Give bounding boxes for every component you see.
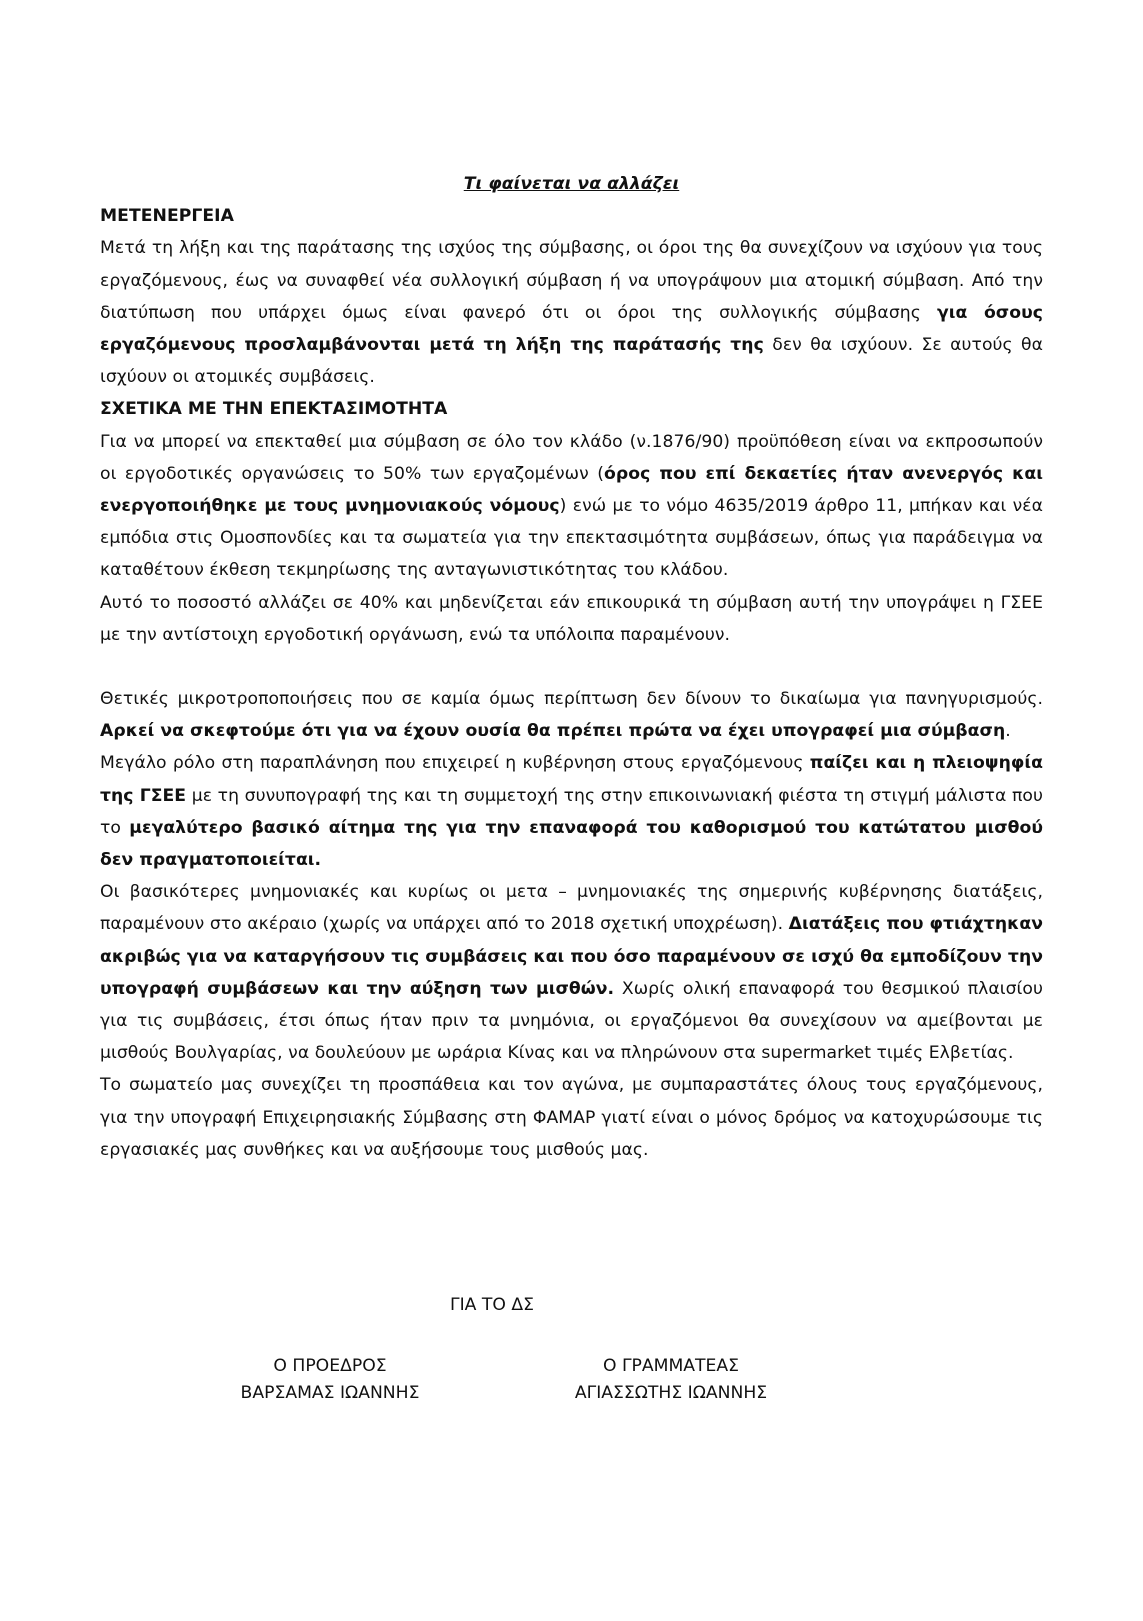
paragraph-gap	[100, 651, 1043, 683]
bold-text-run: για όσους εργαζόμενους προσλαμβάνονται μετά τη λήξη της παράτασής της	[100, 302, 1043, 356]
text-run: Μεγάλο ρόλο στη παραπλάνηση που επιχειρεί η κυβέρνηση στους εργαζόμενους	[100, 753, 810, 774]
signature-president	[230, 1353, 430, 1407]
bold-text-run: παίζει και η πλειοψηφία της ΓΣΕΕ	[100, 753, 1043, 806]
text-run: με τη συνυπογραφή της και τη συμμετοχή της στην επικοινωνιακή φιέστα τη στιγμή μάλιστα που το	[100, 785, 1043, 838]
for-board-label: ΓΙΑ ΤΟ ΔΣ	[450, 1295, 534, 1315]
president-role: Ο ΠΡΟΕΔΡΟΣ	[273, 1356, 387, 1376]
text-run: ) ενώ με το νόμο 4635/2019 άρθρο 11, μπήκαν και νέα εμπόδια στις Ομοσπονδίες και τα σωματεία για την επεκτασιμότητα συμβάσεων, όπως για παράδειγμα να καταθέτουν έκθεση τεκμηρίωσης της ανταγωνιστικότητας του κλάδου.	[100, 496, 1043, 581]
signature-secretary	[566, 1353, 776, 1407]
secretary-role: Ο ΓΡΑΜΜΑΤΕΑΣ	[602, 1356, 740, 1376]
text-run: Μετά τη λήξη και της παράτασης της ισχύος της σύμβασης, οι όροι της θα συνεχίζουν να ισχύουν για τους εργαζόμενους, έως να συναφθεί νέα συλλογική σύμβαση ή να υπογράψουν μια ατομική σύμβαση. Από την διατύπωση που υπάρχει όμως είναι φανερό ότι οι όροι της συλλογικής σύμβασης	[100, 238, 1043, 323]
text-run: δεν θα ισχύουν. Σε αυτούς θα ισχύουν οι ατομικές συμβάσεις.	[100, 335, 1043, 388]
text-run: Για να μπορεί να επεκταθεί μια σύμβαση σε όλο τον κλάδο (ν.1876/90) προϋπόθεση είναι να εκπροσωπούν οι εργοδοτικές οργανώσεις το 50% των εργαζομένων (	[100, 431, 1043, 484]
bold-text-run: Αρκεί να σκεφτούμε ότι για να έχουν ουσία θα πρέπει πρώτα να έχει υπογραφεί μια σύμβαση	[100, 721, 1006, 742]
section-heading-metenergeia: ΜΕΤΕΝΕΡΓΕΙΑ	[100, 206, 234, 227]
paragraph-gsee-role	[100, 747, 1043, 876]
section-heading-epektasimotita: ΣΧΕΤΙΚΑ ΜΕ ΤΗΝ ΕΠΕΚΤΑΣΙΜΟΤΗΤΑ	[100, 399, 448, 420]
document-body	[100, 168, 1043, 1166]
bold-text-run: Διατάξεις που φτιάχτηκαν ακριβώς για να καταργήσουν τις συμβάσεις και που όσο παραμένουν σε ισχύ θα εμποδίζουν την υπογραφή συμβάσεων και την αύξηση των μισθών.	[100, 914, 1043, 999]
text-run: .	[1005, 721, 1011, 742]
paragraph-positive-changes	[100, 683, 1043, 747]
secretary-name: ΑΓΙΑΣΣΩΤΗΣ ΙΩΑΝΝΗΣ	[574, 1383, 768, 1403]
paragraph-percentage: Αυτό το ποσοστό αλλάζει σε 40% και μηδενίζεται εάν επικουρικά τη σύμβαση αυτή την υπογράψει η ΓΣΕΕ με την αντίστοιχη εργοδοτική οργάνωση, ενώ τα υπόλοιπα παραμένουν.	[100, 592, 1043, 645]
bold-text-run: όρος που επί δεκαετίες ήταν ανενεργός και ενεργοποιήθηκε με τους μνημονιακούς νόμους	[100, 463, 1043, 517]
text-run: Οι βασικότερες μνημονιακές και κυρίως οι μετα – μνημονιακές της σημερινής κυβέρνησης διατάξεις, παραμένουν στο ακέραιο (χωρίς να υπάρχει από το 2018 σχετική υποχρέωση).	[100, 882, 1043, 935]
document-title: Τι φαίνεται να αλλάζει	[463, 174, 680, 194]
paragraph-union-struggle: Το σωματείο μας συνεχίζει τη προσπάθεια και τον αγώνα, με συμπαραστάτες όλους τους εργαζόμενους, για την υπογραφή Επιχειρησιακής Σύμβασης στη ΦΑΜΑΡ γιατί είναι ο μόνος δρόμος να κατοχυρώσουμε τις εργασιακές μας συνθήκες και να αυξήσουμε τους μισθούς μας.	[100, 1075, 1043, 1160]
text-run: Θετικές μικροτροποποιήσεις που σε καμία όμως περίπτωση δεν δίνουν το δικαίωμα για πανηγυρισμούς.	[100, 689, 1043, 710]
bold-text-run: μεγαλύτερο βασικό αίτημα της για την επαναφορά του καθορισμού του κατώτατου μισθού δεν πραγματοποιείται.	[100, 817, 1044, 871]
president-name: ΒΑΡΣΑΜΑΣ ΙΩΑΝΝΗΣ	[240, 1383, 420, 1403]
paragraph-metenergeia	[100, 232, 1043, 393]
paragraph-memorandum-provisions	[100, 876, 1043, 1069]
text-run: Χωρίς ολική επαναφορά του θεσμικού πλαισίου για τις συμβάσεις, έτσι όπως ήταν πριν τα μνημόνια, οι εργαζόμενοι θα συνεχίσουν να αμείβονται με μισθούς Βουλγαρίας, να δουλεύουν με ωράρια Κίνας και να πληρώνουν στα supermarket τιμές Ελβετίας.	[100, 978, 1043, 1064]
paragraph-epektasimotita	[100, 426, 1043, 587]
